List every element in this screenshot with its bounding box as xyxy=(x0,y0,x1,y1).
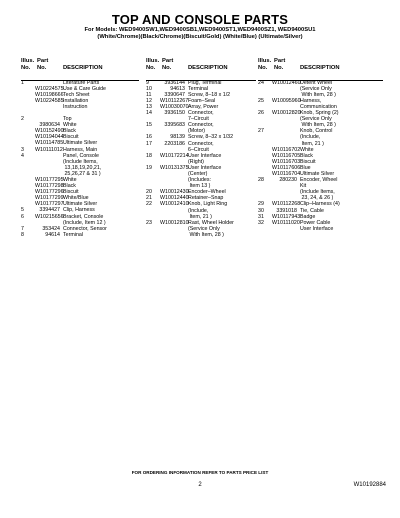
part-header: Part xyxy=(37,58,49,64)
part-number: W10215656 xyxy=(35,213,64,220)
models-line: For Models: WED9400SW1,WED9400SB1,WED9400ST1,WED9400SZ1, WED9400SU1 xyxy=(84,27,316,33)
part-description: Array, Power xyxy=(188,103,219,110)
part-description: Encoder, Wheel xyxy=(300,177,338,184)
part-number: W10116704 xyxy=(272,171,301,177)
part-description: (Service Only xyxy=(188,225,220,232)
part-description: User Interface xyxy=(300,225,334,232)
page-number: 2 xyxy=(198,482,202,488)
part-number: W10177295 xyxy=(35,177,64,183)
illus-number: 6 xyxy=(21,213,24,220)
illus-number: 18 xyxy=(146,152,152,159)
part-number: W10114785 xyxy=(35,140,64,147)
part-description: User Interface xyxy=(188,152,222,159)
part-description: Black xyxy=(63,183,76,190)
part-description: Power Cable xyxy=(300,219,331,226)
description-header: DESCRIPTION xyxy=(63,64,103,71)
part-number: W10012440 xyxy=(160,195,189,202)
part-description: Ultimate Silver xyxy=(63,201,98,208)
parts-list xyxy=(146,80,256,238)
part-description: Clip, Harness xyxy=(63,207,95,214)
illus-number: 22 xyxy=(146,201,152,208)
part-number: W10012820 xyxy=(272,110,301,117)
illus-number: 10 xyxy=(146,85,152,92)
part-description: Harness, Main xyxy=(63,146,98,153)
illus-no-header: No. xyxy=(146,64,156,71)
part-no-header: No. xyxy=(274,64,284,71)
part-description: Connector, xyxy=(188,140,214,147)
part-header: Part xyxy=(162,58,174,64)
part-number: 3936144 xyxy=(164,79,185,86)
part-number: W10117606 xyxy=(272,164,301,171)
part-number: 3390647 xyxy=(164,91,185,98)
part-description: Terminal xyxy=(63,231,84,238)
illus-number: 29 xyxy=(258,201,264,208)
models-subtitle xyxy=(0,27,400,41)
colors-line: (White/Chrome)(Black/Chrome)(Biscuit/Gold) (White/Blue) (Ultimate/Silver) xyxy=(97,34,303,40)
part-description: Kit xyxy=(300,183,307,190)
illus-number: 17 xyxy=(146,140,152,147)
part-no-header: No. xyxy=(162,64,172,71)
part-number: W10111020 xyxy=(272,219,300,226)
part-description: Plug, Terminal xyxy=(188,79,222,86)
illus-no-header: No. xyxy=(21,64,31,71)
part-description: (Service Only xyxy=(300,116,332,123)
part-number: W10116702 xyxy=(272,146,301,153)
part-description: White xyxy=(63,177,77,183)
part-number: W10012410 xyxy=(160,201,189,208)
part-description: Biscuit xyxy=(63,189,79,196)
illus-header: Illus. xyxy=(258,58,272,64)
part-description: Biscuit xyxy=(300,158,316,165)
part-description: Screw, 8–18 x 1/2 xyxy=(188,91,231,98)
part-description: Rast, Wheel Holder xyxy=(188,219,234,226)
column-header xyxy=(21,58,139,72)
part-number: W10012460 xyxy=(272,79,301,86)
part-description: Top xyxy=(63,116,72,123)
parts-list xyxy=(258,80,383,232)
illus-number: 7 xyxy=(21,225,24,232)
part-description: Knob, Light Ring xyxy=(188,201,228,208)
part-description: Tie, Cable xyxy=(300,207,324,214)
part-description: 6–Circuit xyxy=(188,146,209,153)
part-number xyxy=(160,232,188,238)
page-title: TOP AND CONSOLE PARTS xyxy=(111,12,289,27)
illus-number: 14 xyxy=(146,110,152,117)
illus-number: 8 xyxy=(21,231,24,238)
illus-header: Illus. xyxy=(146,58,160,64)
part-description: 7–Circuit xyxy=(188,116,209,123)
part-description: Knob, Control xyxy=(300,128,333,135)
part-description: Connector, Sensor xyxy=(63,225,107,232)
part-description: (Include Items, xyxy=(300,189,335,196)
part-description: Terminal xyxy=(188,85,209,92)
part-description: Clip–Harness (4) xyxy=(300,201,340,208)
part-description: With Item, 28 ) xyxy=(188,231,224,238)
part-description: 25,26,27 & 31 ) xyxy=(63,170,101,177)
illus-number: 25 xyxy=(258,97,264,104)
part-description: Knob, Spring (2) xyxy=(300,110,339,117)
part-description: Ultimate Silver xyxy=(63,140,98,147)
illus-number: 5 xyxy=(21,207,24,214)
illus-no-header: No. xyxy=(258,64,268,71)
illus-number: 16 xyxy=(146,134,152,141)
part-number: W10012810 xyxy=(160,219,189,226)
part-number: 3395683 xyxy=(164,122,185,129)
illus-number: 15 xyxy=(146,122,152,129)
part-description: Foam–Seal xyxy=(188,97,216,104)
part-description: (Include Items, xyxy=(63,158,98,165)
part-description: Encoder–Wheel xyxy=(188,189,226,196)
part-description: White xyxy=(63,122,77,129)
illus-number: 3 xyxy=(21,146,24,153)
part-number: W10116703 xyxy=(272,158,301,165)
illus-number: 28 xyxy=(258,177,264,184)
illus-number xyxy=(21,104,35,110)
description-header: DESCRIPTION xyxy=(300,64,340,71)
parts-column-2 xyxy=(146,58,256,238)
table-row xyxy=(21,232,139,238)
part-description: (Include, Item 12 ) xyxy=(63,219,106,226)
illus-number: 13 xyxy=(146,103,152,110)
illus-number: 31 xyxy=(258,213,264,220)
illus-number xyxy=(258,226,272,232)
parts-column-1 xyxy=(21,58,139,238)
part-description: Ultimate Silver xyxy=(300,171,335,177)
part-description: (Include, xyxy=(188,207,209,214)
illus-number: 24 xyxy=(258,79,264,86)
part-description: White xyxy=(300,146,314,153)
part-number: 3980634 xyxy=(39,122,60,129)
part-description: Literature Parts xyxy=(63,79,100,86)
parts-list xyxy=(21,80,139,238)
illus-number: 12 xyxy=(146,97,152,104)
part-number xyxy=(272,226,300,232)
part-number: W10177297 xyxy=(35,201,64,208)
table-row xyxy=(258,226,383,232)
part-number: 98139 xyxy=(170,134,185,141)
illus-number: 21 xyxy=(146,195,152,202)
illus-number: 1 xyxy=(21,79,24,86)
part-description: Panel, Console xyxy=(63,152,99,159)
illus-number: 11 xyxy=(146,91,152,98)
part-description: 13,18,19,20,21, xyxy=(63,164,102,171)
part-description: Tech Sheet xyxy=(63,91,90,98)
part-description: Harness, xyxy=(300,97,322,104)
part-number: 94614 xyxy=(45,231,60,238)
part-number: 2203186 xyxy=(164,140,185,147)
part-number: W10172214 xyxy=(160,152,189,159)
part-number: 94613 xyxy=(170,85,185,92)
part-number: W10112268 xyxy=(272,201,301,208)
part-description: Black xyxy=(300,152,313,159)
part-description: Installation xyxy=(63,97,89,104)
part-number: W10198666 xyxy=(35,91,64,98)
illus-number: 20 xyxy=(146,189,152,196)
part-number: W10194044 xyxy=(35,134,64,141)
part-description: Item, 21 ) xyxy=(188,213,212,220)
part-number: W10012430 xyxy=(160,189,189,196)
part-number: W10131375 xyxy=(160,164,189,171)
illus-number: 9 xyxy=(146,79,149,86)
part-number: W10224585 xyxy=(35,97,64,104)
illus-number: 23 xyxy=(146,219,152,226)
column-header xyxy=(258,58,383,72)
illus-number: 4 xyxy=(21,152,24,159)
part-description: Item, 21 ) xyxy=(300,140,324,147)
part-description: White/Blue xyxy=(63,195,89,202)
parts-column-3 xyxy=(258,58,383,232)
part-number xyxy=(35,104,63,110)
illus-number: 30 xyxy=(258,207,264,214)
part-description: User Interface xyxy=(188,164,222,171)
part-description: (Motor) xyxy=(188,128,206,135)
illus-number: 19 xyxy=(146,164,152,171)
table-row xyxy=(21,104,139,110)
document-number: W10192884 xyxy=(353,482,386,488)
column-header xyxy=(146,58,256,72)
illus-number xyxy=(146,232,160,238)
part-description: Use & Care Guide xyxy=(63,85,106,92)
ordering-note: FOR ORDERING INFORMATION REFER TO PARTS PRICE LIST xyxy=(131,470,269,475)
part-number: W10224575 xyxy=(35,85,64,92)
part-number: W10112267 xyxy=(160,97,189,104)
part-number: 3936150 xyxy=(164,110,185,117)
table-row xyxy=(146,232,256,238)
part-description: With Item, 28 ) xyxy=(300,122,336,129)
part-description: Connector, xyxy=(188,110,214,117)
part-description: (Right) xyxy=(188,158,204,165)
part-number: W10030070 xyxy=(160,103,189,110)
part-description: Detent Wheel xyxy=(300,79,333,86)
part-description: Retainer–Snap xyxy=(188,195,224,202)
part-number: W10152490 xyxy=(35,128,64,135)
part-number: W10177298 xyxy=(35,183,64,190)
part-description: Connector, xyxy=(188,122,214,129)
part-number: W10177296 xyxy=(35,189,64,196)
description-header: DESCRIPTION xyxy=(188,64,228,71)
illus-number: 32 xyxy=(258,219,264,226)
part-description: (Includes: xyxy=(188,177,211,184)
part-number: W10117943 xyxy=(272,213,301,220)
part-description: 23, 24, & 26 ) xyxy=(300,195,334,202)
part-number: W10177299 xyxy=(35,195,64,202)
part-description: Badge xyxy=(300,213,316,220)
part-no-header: No. xyxy=(37,64,47,71)
part-description: (Center) xyxy=(188,171,208,177)
part-description: (Service Only xyxy=(300,85,332,92)
part-description: Bracket, Console xyxy=(63,213,104,220)
part-description: Black xyxy=(63,128,76,135)
part-description: Communication xyxy=(300,103,337,110)
part-description: Biscuit xyxy=(63,134,79,141)
part-number: 3391018 xyxy=(276,207,297,214)
illus-number: 2 xyxy=(21,116,24,123)
illus-number: 26 xyxy=(258,110,264,117)
part-number: W10116705 xyxy=(272,152,301,159)
part-number: 280230 xyxy=(279,177,297,184)
part-header: Part xyxy=(274,58,286,64)
part-description: Screw, 8–32 x 1/32 xyxy=(188,134,234,141)
part-description: (Include, xyxy=(300,134,321,141)
part-description: Instruction xyxy=(63,103,88,110)
part-number: W10095960 xyxy=(272,97,301,104)
part-description: Item 13 ) xyxy=(188,183,211,190)
illus-number: 27 xyxy=(258,128,264,135)
part-description: Blue xyxy=(300,164,311,171)
part-number: W10111012 xyxy=(35,146,63,153)
part-description: With Item, 28 ) xyxy=(300,91,336,98)
part-number: 3394427 xyxy=(39,207,60,214)
illus-header: Illus. xyxy=(21,58,35,64)
part-number: 353424 xyxy=(42,225,60,232)
